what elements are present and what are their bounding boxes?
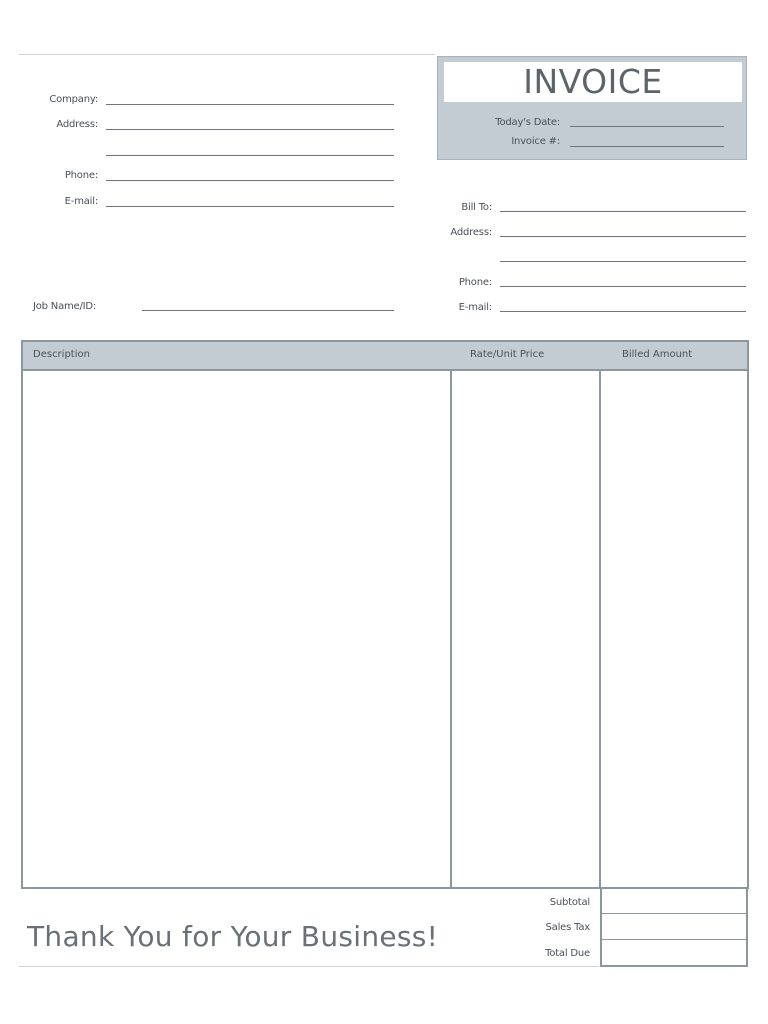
totals-row-divider-2 — [602, 939, 746, 940]
bill-email-label: E-mail: — [458, 302, 492, 313]
company-label: Company: — [49, 94, 98, 105]
address-label: Address: — [56, 119, 98, 130]
bottom-rule — [19, 966, 599, 967]
description-column[interactable] — [25, 372, 448, 886]
email-label: E-mail: — [64, 196, 98, 207]
todays-date-label: Today's Date: — [495, 117, 560, 128]
subtotal-field[interactable] — [603, 890, 745, 912]
company-field[interactable] — [106, 104, 394, 105]
bill-to-field[interactable] — [500, 211, 746, 212]
invoice-number-label: Invoice #: — [511, 136, 560, 147]
top-rule — [19, 54, 435, 55]
email-field[interactable] — [106, 206, 394, 207]
sales-tax-field[interactable] — [603, 916, 745, 938]
column-header-description: Description — [33, 349, 90, 360]
bill-address-label: Address: — [450, 227, 492, 238]
todays-date-field[interactable] — [570, 126, 724, 127]
total-due-field[interactable] — [603, 942, 745, 964]
phone-label: Phone: — [64, 170, 98, 181]
total-due-label: Total Due — [545, 948, 590, 959]
amount-column[interactable] — [602, 372, 746, 886]
thank-you-message: Thank You for Your Business! — [27, 920, 439, 953]
bill-phone-label: Phone: — [458, 277, 492, 288]
address-field-line-2[interactable] — [106, 155, 394, 156]
totals-row-divider-1 — [602, 913, 746, 914]
invoice-number-field[interactable] — [570, 146, 724, 147]
subtotal-label: Subtotal — [549, 897, 590, 908]
rate-column[interactable] — [453, 372, 597, 886]
bill-to-label: Bill To: — [461, 202, 492, 213]
job-name-label: Job Name/ID: — [33, 301, 97, 312]
bill-phone-field[interactable] — [500, 286, 746, 287]
bill-address-field-line-1[interactable] — [500, 236, 746, 237]
header-rule — [23, 369, 747, 371]
bill-address-field-line-2[interactable] — [500, 261, 746, 262]
phone-field[interactable] — [106, 180, 394, 181]
sales-tax-label: Sales Tax — [545, 922, 590, 933]
address-field-line-1[interactable] — [106, 129, 394, 130]
invoice-title: INVOICE — [523, 62, 663, 101]
job-name-field[interactable] — [142, 310, 394, 311]
bill-email-field[interactable] — [500, 311, 746, 312]
column-header-amount: Billed Amount — [622, 349, 693, 360]
column-divider-amount — [599, 370, 601, 888]
column-divider-rate — [450, 370, 452, 888]
column-header-rate: Rate/Unit Price — [470, 349, 545, 360]
